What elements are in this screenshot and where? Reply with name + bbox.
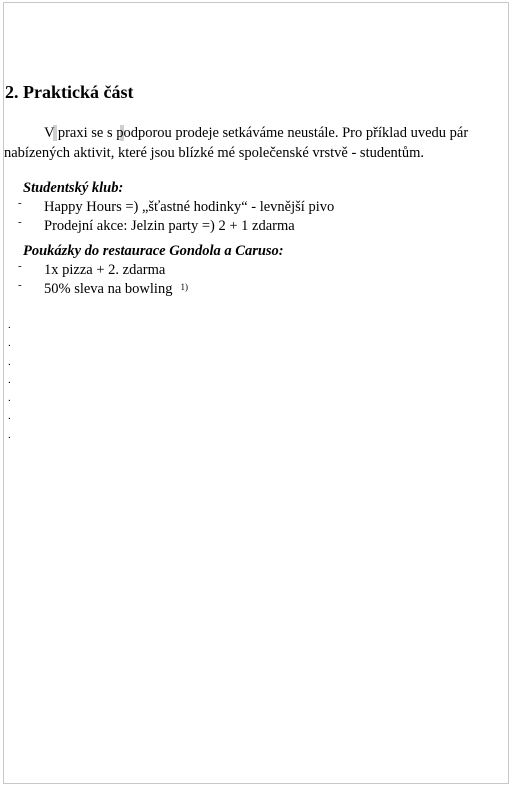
- list-item: [18, 260, 284, 280]
- intro-paragraph: [4, 123, 509, 163]
- list-item-text: 1x pizza + 2. zdarma: [44, 262, 166, 278]
- dot: .: [8, 355, 11, 368]
- list-item: [18, 279, 284, 299]
- dot: .: [8, 373, 11, 386]
- paragraph-line-2: nabízených aktivit, které jsou blízké mé společenské vrstvě - studentům.: [4, 145, 424, 161]
- list-item-text-content: 50% sleva na bowling: [44, 281, 173, 297]
- trailing-dots: [8, 316, 11, 444]
- dot: .: [8, 410, 11, 423]
- section-heading: 2. Praktická část: [5, 82, 134, 102]
- paragraph-line-1-text: V praxi se s podporou prodeje setkáváme neustále. Pro příklad uvedu pár: [44, 125, 469, 141]
- document-page: [3, 2, 509, 784]
- list-marker: -: [18, 260, 22, 272]
- section-title: Studentský klub:: [23, 180, 124, 196]
- list-marker: -: [18, 197, 22, 209]
- section-title: Poukázky do restaurace Gondola a Caruso:: [23, 243, 284, 259]
- dot: .: [8, 319, 11, 331]
- dot: .: [8, 392, 11, 405]
- dot: .: [8, 337, 11, 350]
- student-club-section: [18, 179, 335, 236]
- list-marker: -: [18, 279, 22, 291]
- vouchers-section: [18, 242, 284, 299]
- list-item-text: [44, 280, 188, 300]
- list-marker: -: [18, 216, 22, 228]
- paragraph-line-1: [4, 123, 509, 143]
- dot: .: [8, 428, 11, 441]
- footnote-marker: 1): [180, 282, 188, 292]
- list-item: [18, 197, 335, 217]
- list-item: [18, 216, 295, 236]
- list-item-text: Happy Hours =) „šťastné hodinky“ - levnější pivo: [44, 199, 335, 215]
- list-item-text: Prodejní akce: Jelzin party =) 2 + 1 zdarma: [44, 218, 295, 234]
